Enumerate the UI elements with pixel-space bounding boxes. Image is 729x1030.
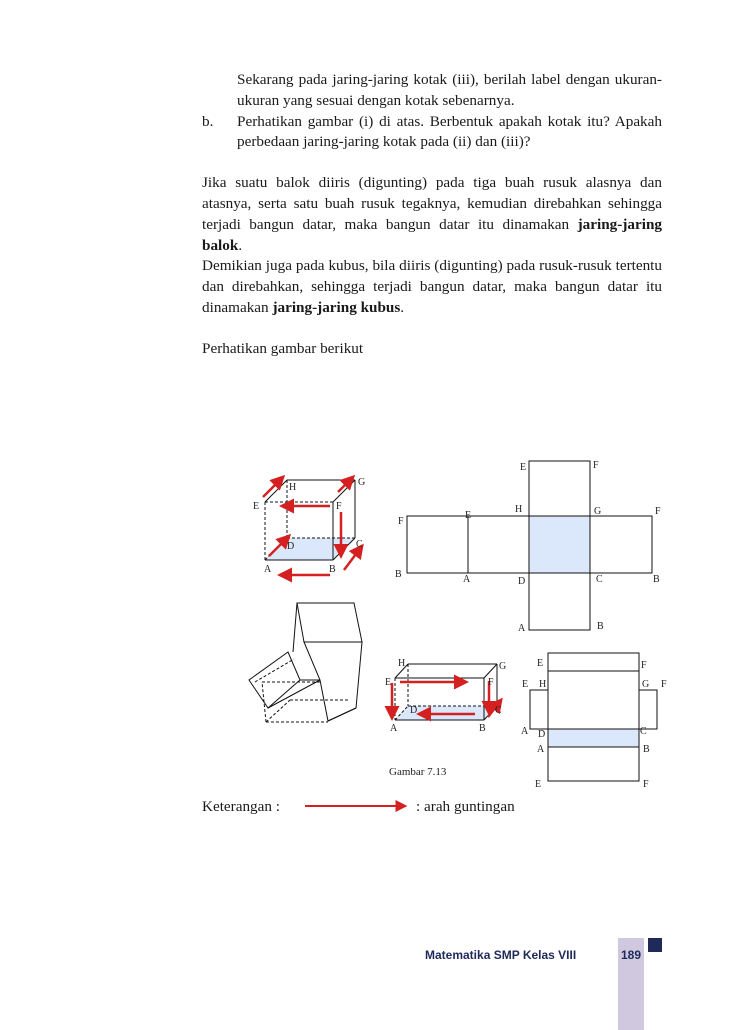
svg-text:A: A [521,726,529,737]
svg-text:F: F [661,679,667,690]
svg-text:E: E [535,779,542,790]
unfolding-box [249,603,362,722]
legend-label: Keterangan : [202,798,281,815]
svg-text:G: G [594,506,602,517]
svg-text:E: E [465,510,472,521]
net-1 [407,461,652,630]
svg-text:H: H [515,504,523,515]
svg-text:B: B [329,564,336,575]
svg-text:F: F [398,516,404,527]
svg-text:C: C [640,726,647,737]
svg-text:H: H [539,679,547,690]
svg-text:D: D [538,729,546,740]
item-b-label: b. [202,112,214,130]
svg-text:F: F [641,660,647,671]
svg-text:B: B [653,574,660,585]
svg-text:A: A [390,723,398,734]
item-b-text: Perhatikan gambar (i) di atas. Berbentuk apakah kotak itu? Apakah perbedaan jaring-jaring kotak pada (ii) dan (iii)? [237,112,662,151]
figure-caption: Gambar 7.13 [389,766,447,778]
svg-text:A: A [537,744,545,755]
svg-text:B: B [395,569,402,580]
continued-instruction: Sekarang pada jaring-jaring kotak (iii), berilah label dengan ukuran-ukuran yang sesuai dengan kotak sebenarnya. [237,71,662,109]
svg-text:D: D [287,541,295,552]
svg-text:G: G [499,661,507,672]
svg-text:A: A [518,623,526,634]
svg-text:C: C [495,705,502,716]
net-1-vertex-labels [395,460,661,634]
svg-text:E: E [537,658,544,669]
footer-square-icon [648,938,662,952]
svg-text:H: H [398,658,406,669]
svg-text:E: E [253,501,260,512]
svg-text:E: E [520,462,527,473]
svg-text:F: F [655,506,661,517]
footer-book-title: Matematika SMP Kelas VIII [425,948,577,962]
svg-text:F: F [643,779,649,790]
term-jaring-kubus: jaring-jaring kubus [272,298,401,316]
svg-text:B: B [643,744,650,755]
svg-text:B: B [479,723,486,734]
net-2 [530,653,657,781]
net-2-vertex-labels [521,658,667,790]
figure-intro: Perhatikan gambar berikut [202,339,364,357]
legend-text: : arah guntingan [416,798,515,815]
svg-text:D: D [518,576,526,587]
paragraph-jaring-balok: Jika suatu balok diiris (digunting) pada tiga buah rusuk alasnya dan atasnya, serta satu buah rusuk tegaknya, kemudian direbahkan sehingga terjadi bangun datar, maka bangun datar itu dinamakan jaring-jaring balok. [202,174,662,254]
svg-text:B: B [597,621,604,632]
svg-text:E: E [385,677,392,688]
page-number: 189 [620,948,642,962]
svg-text:F: F [593,460,599,471]
svg-text:G: G [358,477,366,488]
term-jaring-balok: jaring-jaring balok [202,215,662,254]
svg-text:F: F [488,677,494,688]
svg-text:G: G [642,679,650,690]
svg-text:A: A [463,574,471,585]
svg-text:H: H [289,482,297,493]
svg-text:E: E [522,679,529,690]
svg-text:F: F [336,501,342,512]
svg-text:D: D [410,705,418,716]
svg-text:A: A [264,564,272,575]
svg-text:C: C [596,574,603,585]
paragraph-jaring-kubus: Demikian juga pada kubus, bila diiris (digunting) pada rusuk-rusuk tertentu dan direbahkan, sehingga terjadi bangun datar, maka bangun datar itu dinamakan jaring-jaring kubus. [202,257,662,316]
svg-text:C: C [356,539,363,550]
